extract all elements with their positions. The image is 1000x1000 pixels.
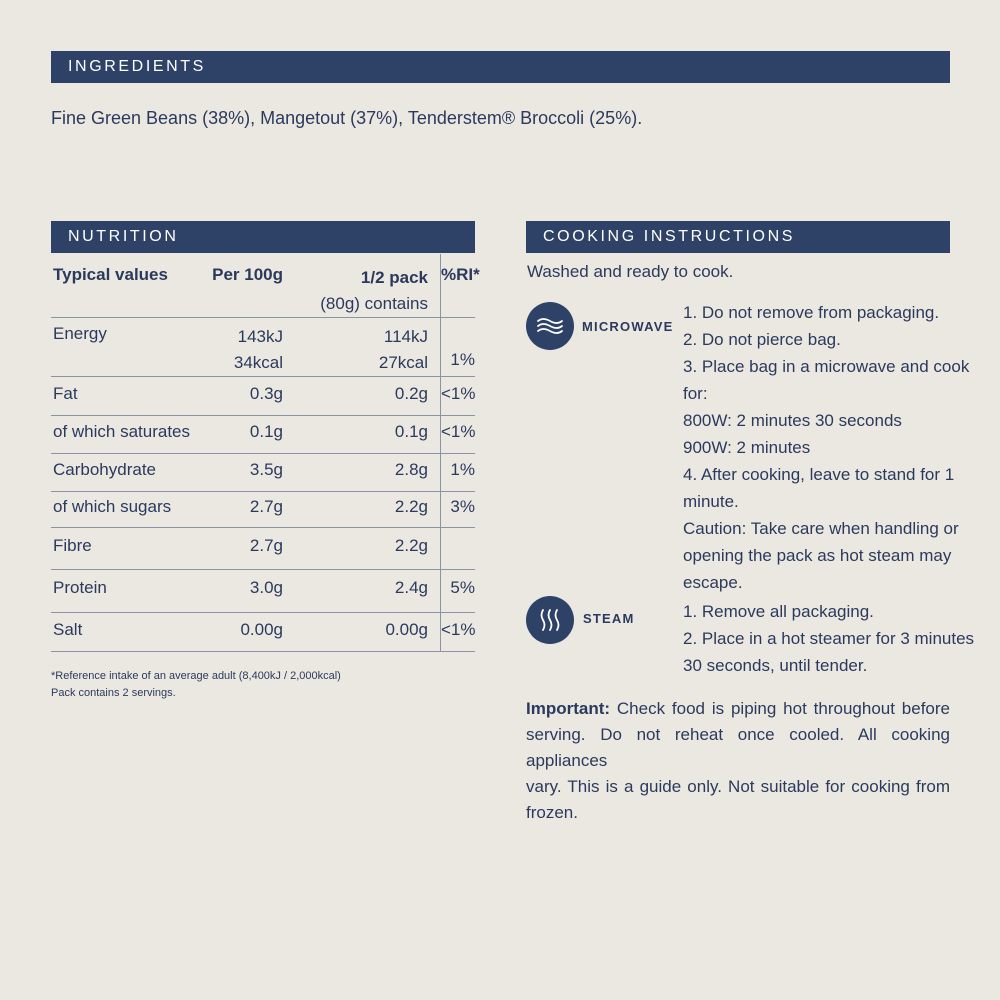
microwave-waves-icon [526, 302, 574, 350]
steam-step: 30 seconds, until tender. [683, 656, 868, 675]
row-ri: <1% [441, 377, 476, 416]
ingredients-title: INGREDIENTS [68, 58, 206, 75]
microwave-step: 2. Do not pierce bag. [683, 330, 841, 349]
energy-ri: 1% [441, 318, 476, 377]
col-half-pack-line2: (80g) contains [320, 294, 428, 313]
row-pack: 0.00g [286, 613, 441, 652]
cooking-header [526, 221, 950, 253]
cooking-intro: Washed and ready to cook. [527, 262, 734, 281]
row-ri [441, 528, 476, 570]
energy-kcal-100: 34kcal [233, 353, 283, 372]
microwave-step: opening the pack as hot steam may [683, 546, 952, 565]
steam-steps [683, 598, 974, 679]
row-per100: 2.7g [193, 492, 286, 528]
microwave-step: 4. After cooking, leave to stand for 1 [683, 465, 955, 484]
microwave-step: 1. Do not remove from packaging. [683, 303, 940, 322]
microwave-step: 900W: 2 minutes [683, 438, 811, 457]
energy-pack [286, 318, 441, 377]
table-row [51, 528, 475, 570]
important-line-3: vary. This is a guide only. Not suitable for cooking from [526, 777, 950, 796]
energy-kcal-pack: 27kcal [378, 353, 428, 372]
row-label: Fat [51, 377, 193, 416]
energy-kj-pack: 114kJ [383, 327, 428, 346]
table-row [51, 570, 475, 613]
nutrition-title: NUTRITION [68, 228, 179, 245]
reference-intake-note: *Reference intake of an average adult (8,400kJ / 2,000kcal) [51, 670, 341, 682]
row-per100: 3.5g [193, 454, 286, 492]
steam-step: 2. Place in a hot steamer for 3 minutes [683, 629, 975, 648]
table-row [51, 492, 475, 528]
col-typical-values: Typical values [51, 254, 193, 318]
energy-kj-100: 143kJ [237, 327, 283, 346]
row-label: of which sugars [51, 492, 193, 528]
row-label: Carbohydrate [51, 454, 193, 492]
table-row [51, 613, 475, 652]
energy-per100 [193, 318, 286, 377]
microwave-step: 800W: 2 minutes 30 seconds [683, 411, 902, 430]
microwave-label: MICROWAVE [582, 319, 674, 334]
steam-icon [526, 596, 574, 644]
important-line-1 [526, 696, 950, 722]
table-row [51, 454, 475, 492]
table-row [51, 377, 475, 416]
row-ri: <1% [441, 613, 476, 652]
row-pack: 2.2g [286, 528, 441, 570]
row-pack: 2.8g [286, 454, 441, 492]
important-note [526, 696, 950, 826]
row-pack: 2.2g [286, 492, 441, 528]
nutrition-header-row [51, 254, 475, 318]
microwave-steps [683, 299, 969, 596]
row-pack: 0.1g [286, 416, 441, 454]
row-label: Salt [51, 613, 193, 652]
cooking-title: COOKING INSTRUCTIONS [543, 228, 796, 245]
row-ri: 5% [441, 570, 476, 613]
microwave-step: escape. [683, 573, 743, 592]
row-label: of which saturates [51, 416, 193, 454]
ingredients-header [51, 51, 950, 83]
row-label: Energy [51, 318, 193, 377]
steam-step: 1. Remove all packaging. [683, 602, 874, 621]
servings-note: Pack contains 2 servings. [51, 687, 176, 699]
ingredients-text: Fine Green Beans (38%), Mangetout (37%), Tenderstem® Broccoli (25%). [51, 108, 643, 128]
col-half-pack [286, 254, 441, 318]
row-ri: 3% [441, 492, 476, 528]
table-row [51, 416, 475, 454]
row-per100: 3.0g [193, 570, 286, 613]
table-row [51, 318, 475, 377]
row-label: Protein [51, 570, 193, 613]
steam-label: STEAM [583, 611, 635, 626]
nutrition-table [51, 254, 480, 652]
col-half-pack-line1: 1/2 pack [360, 268, 428, 287]
row-pack: 0.2g [286, 377, 441, 416]
important-text-1: Check food is piping hot throughout before [610, 699, 950, 718]
nutrition-header [51, 221, 475, 253]
row-per100: 0.3g [193, 377, 286, 416]
row-label: Fibre [51, 528, 193, 570]
col-per-100g: Per 100g [193, 254, 286, 318]
row-per100: 2.7g [193, 528, 286, 570]
important-label: Important: [526, 699, 611, 718]
row-per100: 0.00g [193, 613, 286, 652]
row-ri: 1% [441, 454, 476, 492]
microwave-step: for: [683, 384, 708, 403]
microwave-step: 3. Place bag in a microwave and cook [683, 357, 970, 376]
row-ri: <1% [441, 416, 476, 454]
row-pack: 2.4g [286, 570, 441, 613]
row-per100: 0.1g [193, 416, 286, 454]
important-line-4: frozen. [526, 803, 578, 822]
important-line-2: serving. Do not reheat once cooled. All cooking appliances [526, 725, 950, 770]
microwave-step: Caution: Take care when handling or [683, 519, 959, 538]
col-ri: %RI* [441, 254, 476, 318]
microwave-step: minute. [683, 492, 739, 511]
